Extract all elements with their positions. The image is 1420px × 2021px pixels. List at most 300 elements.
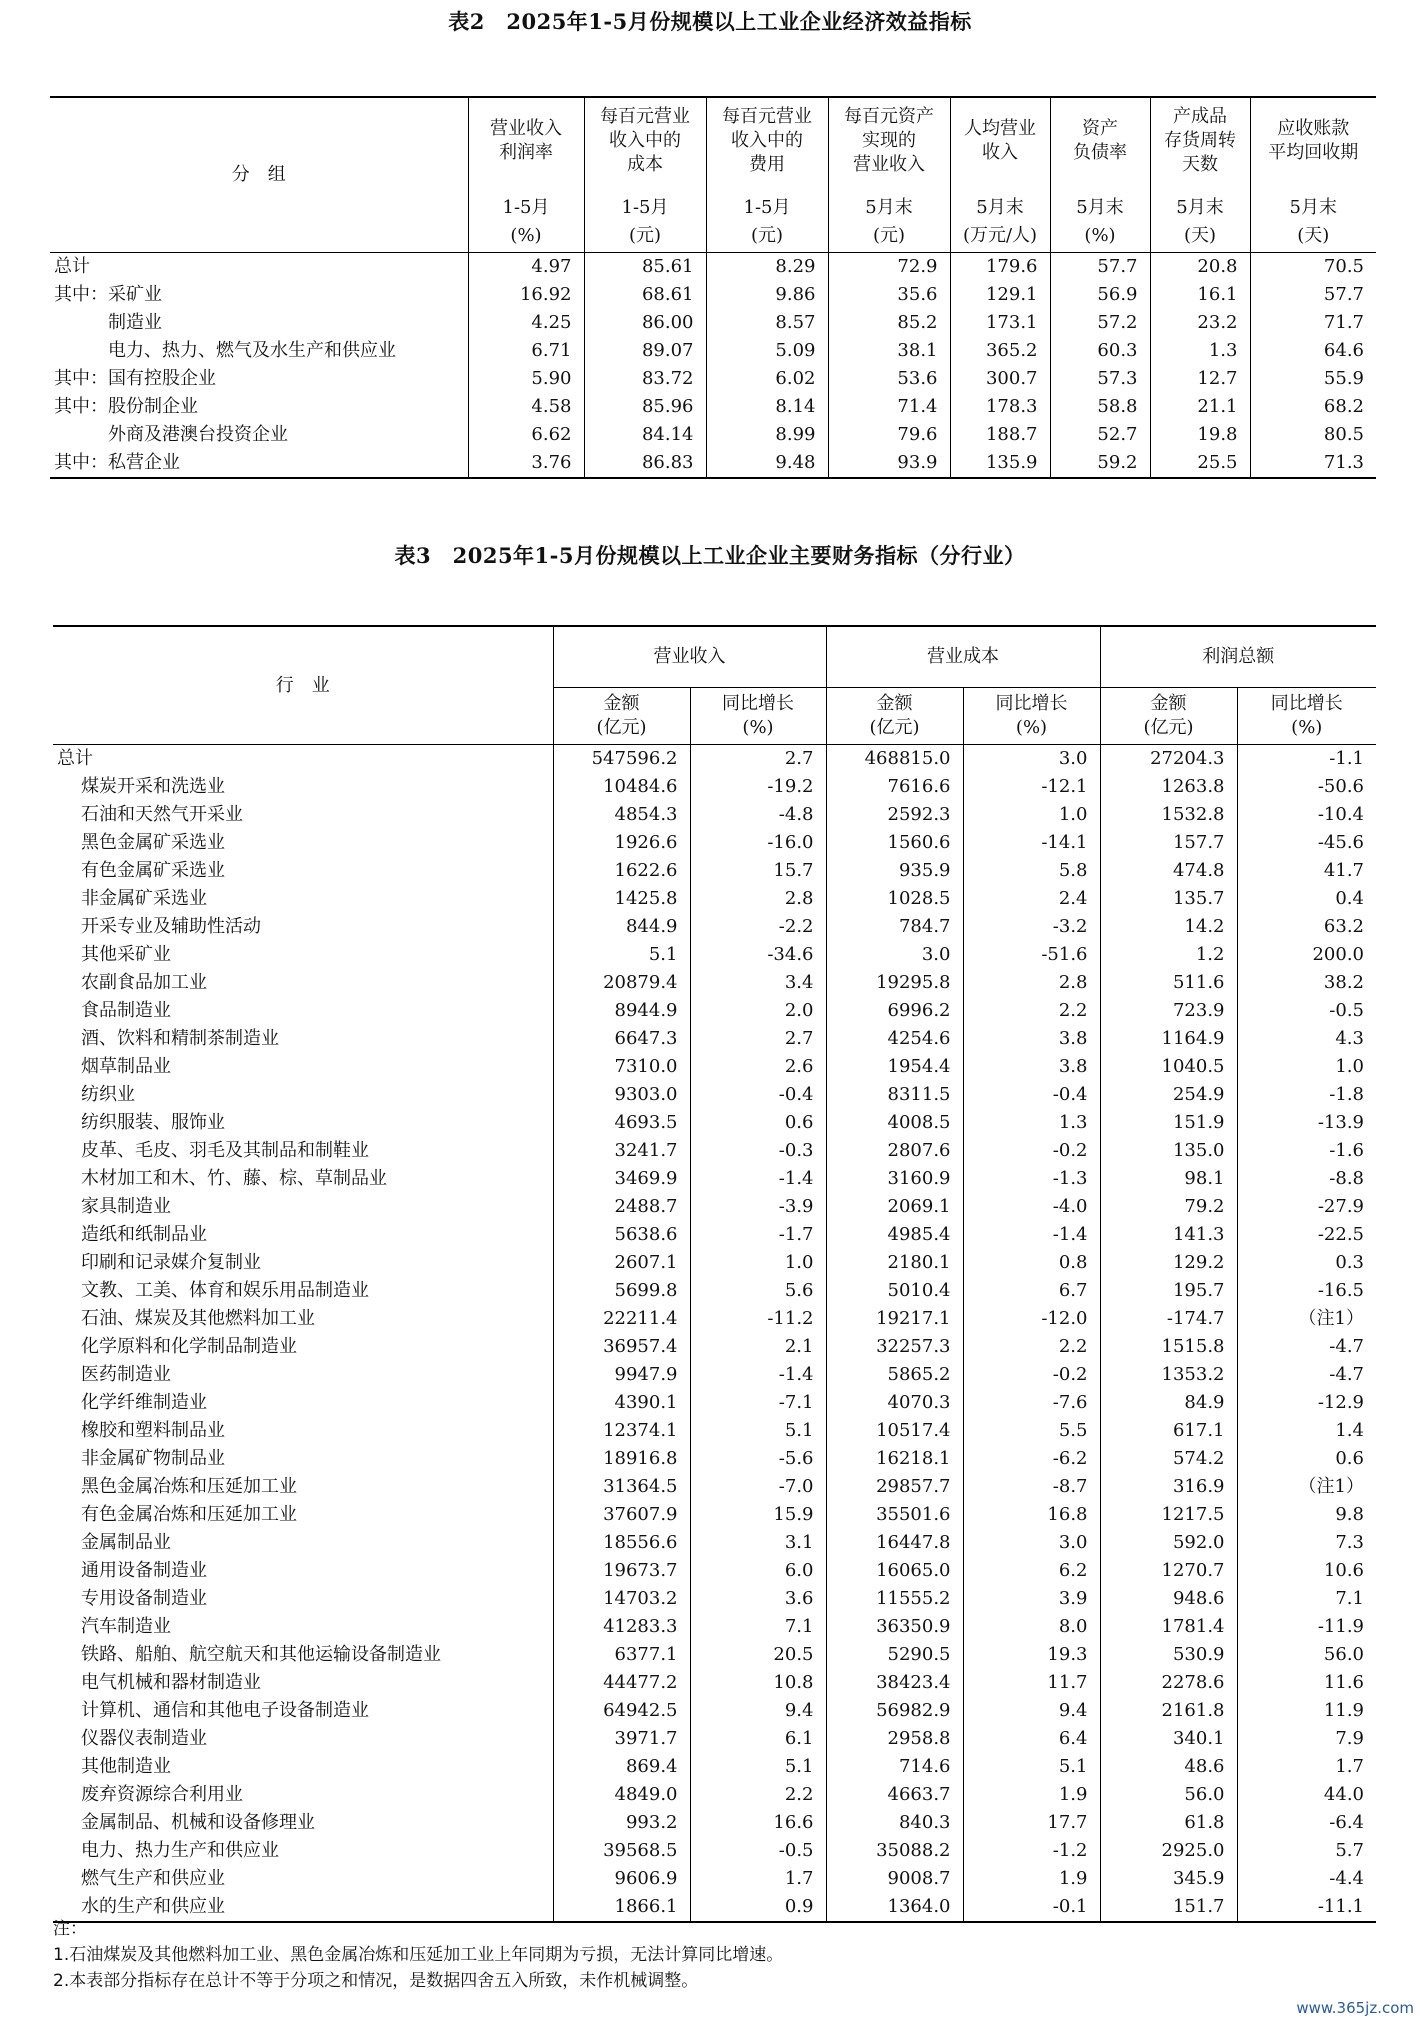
cell-value: 1954.4 (826, 1053, 963, 1081)
cell-value: 530.9 (1100, 1641, 1237, 1669)
cell-value: 72.9 (828, 253, 950, 282)
table2-col-name: 资产 负债率 (1050, 97, 1150, 184)
table-row (53, 1053, 1376, 1081)
cell-value: 84.14 (584, 421, 706, 449)
table2-col-period: 5月末 (1050, 184, 1150, 220)
table3-title: 表3 2025年1-5月份规模以上工业企业主要财务指标（分行业） (394, 543, 1026, 568)
cell-value: 10484.6 (553, 773, 690, 801)
cell-value: 157.7 (1100, 829, 1237, 857)
note-item-1: 1.石油煤炭及其他燃料加工业、黑色金属冶炼和压延加工业上年同期为亏损，无法计算同比增速。 (53, 1945, 784, 1965)
cell-value: 85.61 (584, 253, 706, 282)
cell-value: -4.4 (1237, 1865, 1376, 1893)
cell-value: 2.6 (690, 1053, 826, 1081)
cell-value: 935.9 (826, 857, 963, 885)
cell-value: 8.29 (706, 253, 828, 282)
cell-value: 4985.4 (826, 1221, 963, 1249)
cell-value: 714.6 (826, 1753, 963, 1781)
table-row (53, 913, 1376, 941)
table3-amount-header: 金额 (亿元) (553, 688, 690, 745)
cell-value: 38423.4 (826, 1669, 963, 1697)
row-label: 橡胶和塑料制品业 (81, 1420, 225, 1441)
cell-value: 365.2 (950, 337, 1050, 365)
cell-value: 4254.6 (826, 1025, 963, 1053)
cell-value: 5.1 (690, 1753, 826, 1781)
cell-value: 254.9 (1100, 1081, 1237, 1109)
table2-col-unit: (天) (1250, 220, 1376, 253)
cell-value: 2607.1 (553, 1249, 690, 1277)
row-label: 外商及港澳台投资企业 (108, 424, 288, 445)
cell-value: 6.62 (468, 421, 584, 449)
cell-value: 135.9 (950, 449, 1050, 478)
cell-value: -4.7 (1237, 1361, 1376, 1389)
table2-col-name: 应收账款 平均回收期 (1250, 97, 1376, 184)
cell-value: 1.2 (1100, 941, 1237, 969)
cell-value: 3469.9 (553, 1165, 690, 1193)
table-row (53, 773, 1376, 801)
cell-value: 468815.0 (826, 745, 963, 774)
table-row (53, 745, 1376, 774)
cell-value: 64.6 (1250, 337, 1376, 365)
cell-value: 11.7 (963, 1669, 1100, 1697)
row-label: 金属制品、机械和设备修理业 (81, 1812, 315, 1833)
cell-value: 17.7 (963, 1809, 1100, 1837)
cell-value: 135.0 (1100, 1137, 1237, 1165)
cell-value: 1364.0 (826, 1893, 963, 1922)
cell-value: 2.2 (690, 1781, 826, 1809)
cell-value: 784.7 (826, 913, 963, 941)
cell-value: -13.9 (1237, 1109, 1376, 1137)
cell-value: 4.97 (468, 253, 584, 282)
cell-value: 3241.7 (553, 1137, 690, 1165)
cell-value: 68.61 (584, 281, 706, 309)
row-label: 其他采矿业 (81, 944, 171, 965)
cell-value: 723.9 (1100, 997, 1237, 1025)
cell-value: 592.0 (1100, 1529, 1237, 1557)
cell-value: 16.1 (1150, 281, 1250, 309)
note-item-2: 2.本表部分指标存在总计不等于分项之和情况，是数据四舍五入所致，未作机械调整。 (53, 1971, 699, 1991)
row-label: 电力、热力生产和供应业 (81, 1840, 279, 1861)
cell-value: 2.2 (963, 997, 1100, 1025)
cell-value: 3.0 (963, 745, 1100, 774)
cell-value: 5.1 (690, 1417, 826, 1445)
cell-value: 173.1 (950, 309, 1050, 337)
table-row (53, 829, 1376, 857)
cell-value: 9.86 (706, 281, 828, 309)
cell-value: 0.4 (1237, 885, 1376, 913)
cell-value: 2807.6 (826, 1137, 963, 1165)
cell-value: 1.7 (1237, 1753, 1376, 1781)
table3-header-groups (53, 626, 1376, 688)
cell-value: -12.9 (1237, 1389, 1376, 1417)
cell-value: 2.8 (690, 885, 826, 913)
cell-value: 8.57 (706, 309, 828, 337)
table2-col-name: 营业收入 利润率 (468, 97, 584, 184)
table2-col-name: 人均营业 收入 (950, 97, 1050, 184)
cell-value: 9606.9 (553, 1865, 690, 1893)
cell-value: 3.6 (690, 1585, 826, 1613)
cell-value: 3.0 (963, 1529, 1100, 1557)
row-label: 电力、热力、燃气及水生产和供应业 (108, 340, 396, 361)
cell-value: 37607.9 (553, 1501, 690, 1529)
cell-value: 9008.7 (826, 1865, 963, 1893)
cell-value: -0.3 (690, 1137, 826, 1165)
cell-value: -4.0 (963, 1193, 1100, 1221)
row-label: 总计 (54, 256, 90, 277)
cell-value: 7.1 (1237, 1585, 1376, 1613)
row-label: 有色金属冶炼和压延加工业 (81, 1504, 297, 1525)
cell-value: 3.1 (690, 1529, 826, 1557)
cell-value: 0.8 (963, 1249, 1100, 1277)
cell-value: 14703.2 (553, 1585, 690, 1613)
cell-value: 1164.9 (1100, 1025, 1237, 1053)
table3-amount-header: 金额 (亿元) (826, 688, 963, 745)
table2-col-name: 每百元资产 实现的 营业收入 (828, 97, 950, 184)
table-row (53, 1417, 1376, 1445)
cell-value: 68.2 (1250, 393, 1376, 421)
cell-value: 36350.9 (826, 1613, 963, 1641)
cell-value: 85.96 (584, 393, 706, 421)
table-row (53, 1473, 1376, 1501)
cell-value: 3.8 (963, 1025, 1100, 1053)
cell-value: 16.6 (690, 1809, 826, 1837)
row-label: 食品制造业 (81, 1000, 171, 1021)
row-label: 纺织业 (81, 1084, 135, 1105)
cell-value: 71.3 (1250, 449, 1376, 478)
cell-value: 35501.6 (826, 1501, 963, 1529)
row-label: 烟草制品业 (81, 1056, 171, 1077)
table3-growth-header: 同比增长 (%) (963, 688, 1100, 745)
table2-col-unit: (%) (468, 220, 584, 253)
table-row (53, 1697, 1376, 1725)
cell-value: 16.8 (963, 1501, 1100, 1529)
cell-value: 5.5 (963, 1417, 1100, 1445)
cell-value: -45.6 (1237, 829, 1376, 857)
table-row (53, 1501, 1376, 1529)
cell-value: 5.90 (468, 365, 584, 393)
table-row (53, 857, 1376, 885)
table-row (53, 969, 1376, 997)
cell-value: 1425.8 (553, 885, 690, 913)
cell-value: 20.5 (690, 1641, 826, 1669)
cell-value: 86.83 (584, 449, 706, 478)
cell-value: 5290.5 (826, 1641, 963, 1669)
row-label: 纺织服装、服饰业 (81, 1112, 225, 1133)
cell-value: 1515.8 (1100, 1333, 1237, 1361)
table3-amount-header: 金额 (亿元) (1100, 688, 1237, 745)
table3-group-header: 营业收入 (553, 626, 826, 688)
cell-value: 57.7 (1050, 253, 1150, 282)
cell-value: 70.5 (1250, 253, 1376, 282)
table-row (53, 1613, 1376, 1641)
table-row (53, 1529, 1376, 1557)
cell-value: 1781.4 (1100, 1613, 1237, 1641)
cell-value: 3.8 (963, 1053, 1100, 1081)
cell-value: 9.8 (1237, 1501, 1376, 1529)
cell-value: 29857.7 (826, 1473, 963, 1501)
cell-value: 6.2 (963, 1557, 1100, 1585)
cell-value: 5.6 (690, 1277, 826, 1305)
cell-value: 11.9 (1237, 1697, 1376, 1725)
cell-value: 84.9 (1100, 1389, 1237, 1417)
cell-value: 6.1 (690, 1725, 826, 1753)
row-label: 非金属矿采选业 (81, 888, 207, 909)
cell-value: 1353.2 (1100, 1361, 1237, 1389)
cell-value: 38.2 (1237, 969, 1376, 997)
row-label: 其中：采矿业 (54, 284, 162, 305)
cell-value: 511.6 (1100, 969, 1237, 997)
cell-value: 8311.5 (826, 1081, 963, 1109)
cell-value: 38.1 (828, 337, 950, 365)
cell-value: 19.8 (1150, 421, 1250, 449)
cell-value: 6.7 (963, 1277, 1100, 1305)
table-row (53, 1557, 1376, 1585)
cell-value: 20879.4 (553, 969, 690, 997)
cell-value: 19217.1 (826, 1305, 963, 1333)
cell-value: 41.7 (1237, 857, 1376, 885)
cell-value: 1.4 (1237, 1417, 1376, 1445)
table2 (50, 96, 1376, 479)
row-label: 通用设备制造业 (81, 1560, 207, 1581)
cell-value: 4008.5 (826, 1109, 963, 1137)
table2-col-unit: (元) (706, 220, 828, 253)
row-label: 制造业 (108, 312, 162, 333)
cell-value: 61.8 (1100, 1809, 1237, 1837)
cell-value: 15.9 (690, 1501, 826, 1529)
row-label: 电气机械和器材制造业 (81, 1672, 261, 1693)
cell-value: 316.9 (1100, 1473, 1237, 1501)
cell-value: 340.1 (1100, 1725, 1237, 1753)
cell-value: 56.0 (1100, 1781, 1237, 1809)
cell-value: -0.4 (963, 1081, 1100, 1109)
cell-value: 3971.7 (553, 1725, 690, 1753)
cell-value: 52.7 (1050, 421, 1150, 449)
table-row (53, 1137, 1376, 1165)
table2-col-period: 1-5月 (468, 184, 584, 220)
cell-value: -6.4 (1237, 1809, 1376, 1837)
cell-value: 2.1 (690, 1333, 826, 1361)
cell-value: 2161.8 (1100, 1697, 1237, 1725)
cell-value: 58.8 (1050, 393, 1150, 421)
cell-value: 1.3 (1150, 337, 1250, 365)
cell-value: 56.0 (1237, 1641, 1376, 1669)
cell-value: 64942.5 (553, 1697, 690, 1725)
cell-value: 21.1 (1150, 393, 1250, 421)
cell-value: -16.5 (1237, 1277, 1376, 1305)
cell-value: 16065.0 (826, 1557, 963, 1585)
row-label: 造纸和纸制品业 (81, 1224, 207, 1245)
cell-value: -1.6 (1237, 1137, 1376, 1165)
cell-value: 2925.0 (1100, 1837, 1237, 1865)
cell-value: 4.3 (1237, 1025, 1376, 1053)
cell-value: 1.0 (963, 801, 1100, 829)
cell-value: 5699.8 (553, 1277, 690, 1305)
row-label: 文教、工美、体育和娱乐用品制造业 (81, 1280, 369, 1301)
cell-value: 44.0 (1237, 1781, 1376, 1809)
cell-value: 7.3 (1237, 1529, 1376, 1557)
cell-value: 1217.5 (1100, 1501, 1237, 1529)
row-label: 其他制造业 (81, 1756, 171, 1777)
cell-value: 59.2 (1050, 449, 1150, 478)
cell-value: 98.1 (1100, 1165, 1237, 1193)
row-label: 石油、煤炭及其他燃料加工业 (81, 1308, 315, 1329)
cell-value: 1.3 (963, 1109, 1100, 1137)
cell-value: 4.58 (468, 393, 584, 421)
cell-value: 10.6 (1237, 1557, 1376, 1585)
cell-value: 7616.6 (826, 773, 963, 801)
cell-value: 22211.4 (553, 1305, 690, 1333)
table3-growth-header: 同比增长 (%) (690, 688, 826, 745)
cell-value: 16218.1 (826, 1445, 963, 1473)
cell-value: 4390.1 (553, 1389, 690, 1417)
cell-value: 993.2 (553, 1809, 690, 1837)
row-label: 其中：股份制企业 (54, 396, 198, 417)
row-label: 酒、饮料和精制茶制造业 (81, 1028, 279, 1049)
cell-value: -19.2 (690, 773, 826, 801)
row-label: 专用设备制造业 (81, 1588, 207, 1609)
cell-value: -8.7 (963, 1473, 1100, 1501)
cell-value: 32257.3 (826, 1333, 963, 1361)
row-label: 其中：私营企业 (54, 452, 180, 473)
cell-value: 9.48 (706, 449, 828, 478)
cell-value: 869.4 (553, 1753, 690, 1781)
cell-value: 141.3 (1100, 1221, 1237, 1249)
cell-value: -22.5 (1237, 1221, 1376, 1249)
table-row (50, 393, 1376, 421)
table-row (50, 281, 1376, 309)
cell-value: 2592.3 (826, 801, 963, 829)
cell-value: 5865.2 (826, 1361, 963, 1389)
row-label: 开采专业及辅助性活动 (81, 916, 261, 937)
cell-value: 44477.2 (553, 1669, 690, 1697)
cell-value: 6.71 (468, 337, 584, 365)
cell-value: 5638.6 (553, 1221, 690, 1249)
cell-value: 1866.1 (553, 1893, 690, 1922)
table-row (53, 885, 1376, 913)
cell-value: 8.0 (963, 1613, 1100, 1641)
cell-value: 27204.3 (1100, 745, 1237, 774)
table-row (53, 1305, 1376, 1333)
cell-value: 60.3 (1050, 337, 1150, 365)
cell-value: 200.0 (1237, 941, 1376, 969)
table-row (50, 337, 1376, 365)
cell-value: 2.8 (963, 969, 1100, 997)
cell-value: 151.7 (1100, 1893, 1237, 1922)
watermark: www.365jz.com (1296, 1999, 1414, 2017)
cell-value: -174.7 (1100, 1305, 1237, 1333)
table-row (53, 1193, 1376, 1221)
cell-value: 6.4 (963, 1725, 1100, 1753)
cell-value: 36957.4 (553, 1333, 690, 1361)
cell-value: 71.4 (828, 393, 950, 421)
cell-value: 0.6 (690, 1109, 826, 1137)
cell-value: 1622.6 (553, 857, 690, 885)
cell-value: 1028.5 (826, 885, 963, 913)
table-row (53, 1277, 1376, 1305)
cell-value: -1.7 (690, 1221, 826, 1249)
cell-value: 574.2 (1100, 1445, 1237, 1473)
cell-value: 6.0 (690, 1557, 826, 1585)
row-label: 其中：国有控股企业 (54, 368, 216, 389)
row-label: 木材加工和木、竹、藤、棕、草制品业 (81, 1168, 387, 1189)
table3-growth-header: 同比增长 (%) (1237, 688, 1376, 745)
cell-value: 6.02 (706, 365, 828, 393)
table-row (53, 1669, 1376, 1697)
table-row (53, 1809, 1376, 1837)
cell-value: -12.0 (963, 1305, 1100, 1333)
cell-value: -1.4 (690, 1165, 826, 1193)
row-label: 燃气生产和供应业 (81, 1868, 225, 1889)
table-row (53, 1585, 1376, 1613)
table2-col-unit: (%) (1050, 220, 1150, 253)
table-row (50, 449, 1376, 478)
cell-value: 31364.5 (553, 1473, 690, 1501)
table2-col-unit: (天) (1150, 220, 1250, 253)
table2-col-period: 5月末 (950, 184, 1050, 220)
cell-value: -1.2 (963, 1837, 1100, 1865)
cell-value: -0.1 (963, 1893, 1100, 1922)
table2-col-name: 每百元营业 收入中的 成本 (584, 97, 706, 184)
cell-value: -11.2 (690, 1305, 826, 1333)
cell-value: 1532.8 (1100, 801, 1237, 829)
cell-value: -11.1 (1237, 1893, 1376, 1922)
cell-value: 83.72 (584, 365, 706, 393)
cell-value: 178.3 (950, 393, 1050, 421)
cell-value: 1.0 (1237, 1053, 1376, 1081)
cell-value: 2.2 (963, 1333, 1100, 1361)
cell-value: 4693.5 (553, 1109, 690, 1137)
cell-value: 4854.3 (553, 801, 690, 829)
cell-value: 1.9 (963, 1865, 1100, 1893)
cell-value: -51.6 (963, 941, 1100, 969)
row-label: 农副食品加工业 (81, 972, 207, 993)
cell-value: 2.0 (690, 997, 826, 1025)
cell-value: -14.1 (963, 829, 1100, 857)
cell-value: -1.1 (1237, 745, 1376, 774)
cell-value: 948.6 (1100, 1585, 1237, 1613)
cell-value: 6647.3 (553, 1025, 690, 1053)
cell-value: 18916.8 (553, 1445, 690, 1473)
cell-value: 79.6 (828, 421, 950, 449)
cell-value: 9947.9 (553, 1361, 690, 1389)
table-row (53, 1249, 1376, 1277)
cell-value: -0.2 (963, 1361, 1100, 1389)
cell-value: 16447.8 (826, 1529, 963, 1557)
cell-value: 3.4 (690, 969, 826, 997)
row-label: 化学原料和化学制品制造业 (81, 1336, 297, 1357)
table2-col-period: 1-5月 (706, 184, 828, 220)
cell-value: -34.6 (690, 941, 826, 969)
cell-value: -1.4 (690, 1361, 826, 1389)
cell-value: 15.7 (690, 857, 826, 885)
cell-value: 7310.0 (553, 1053, 690, 1081)
row-label: 非金属矿物制品业 (81, 1448, 225, 1469)
cell-value: 71.7 (1250, 309, 1376, 337)
cell-value: 19673.7 (553, 1557, 690, 1585)
table-row (53, 1081, 1376, 1109)
cell-value: -12.1 (963, 773, 1100, 801)
table3-group-header: 利润总额 (1100, 626, 1376, 688)
cell-value: 3160.9 (826, 1165, 963, 1193)
cell-value: -3.2 (963, 913, 1100, 941)
cell-value: 80.5 (1250, 421, 1376, 449)
cell-value: 5.1 (553, 941, 690, 969)
table-row (53, 941, 1376, 969)
table-row (53, 801, 1376, 829)
cell-value: 151.9 (1100, 1109, 1237, 1137)
table-row (53, 1837, 1376, 1865)
table-row (53, 1389, 1376, 1417)
table-row (53, 1865, 1376, 1893)
